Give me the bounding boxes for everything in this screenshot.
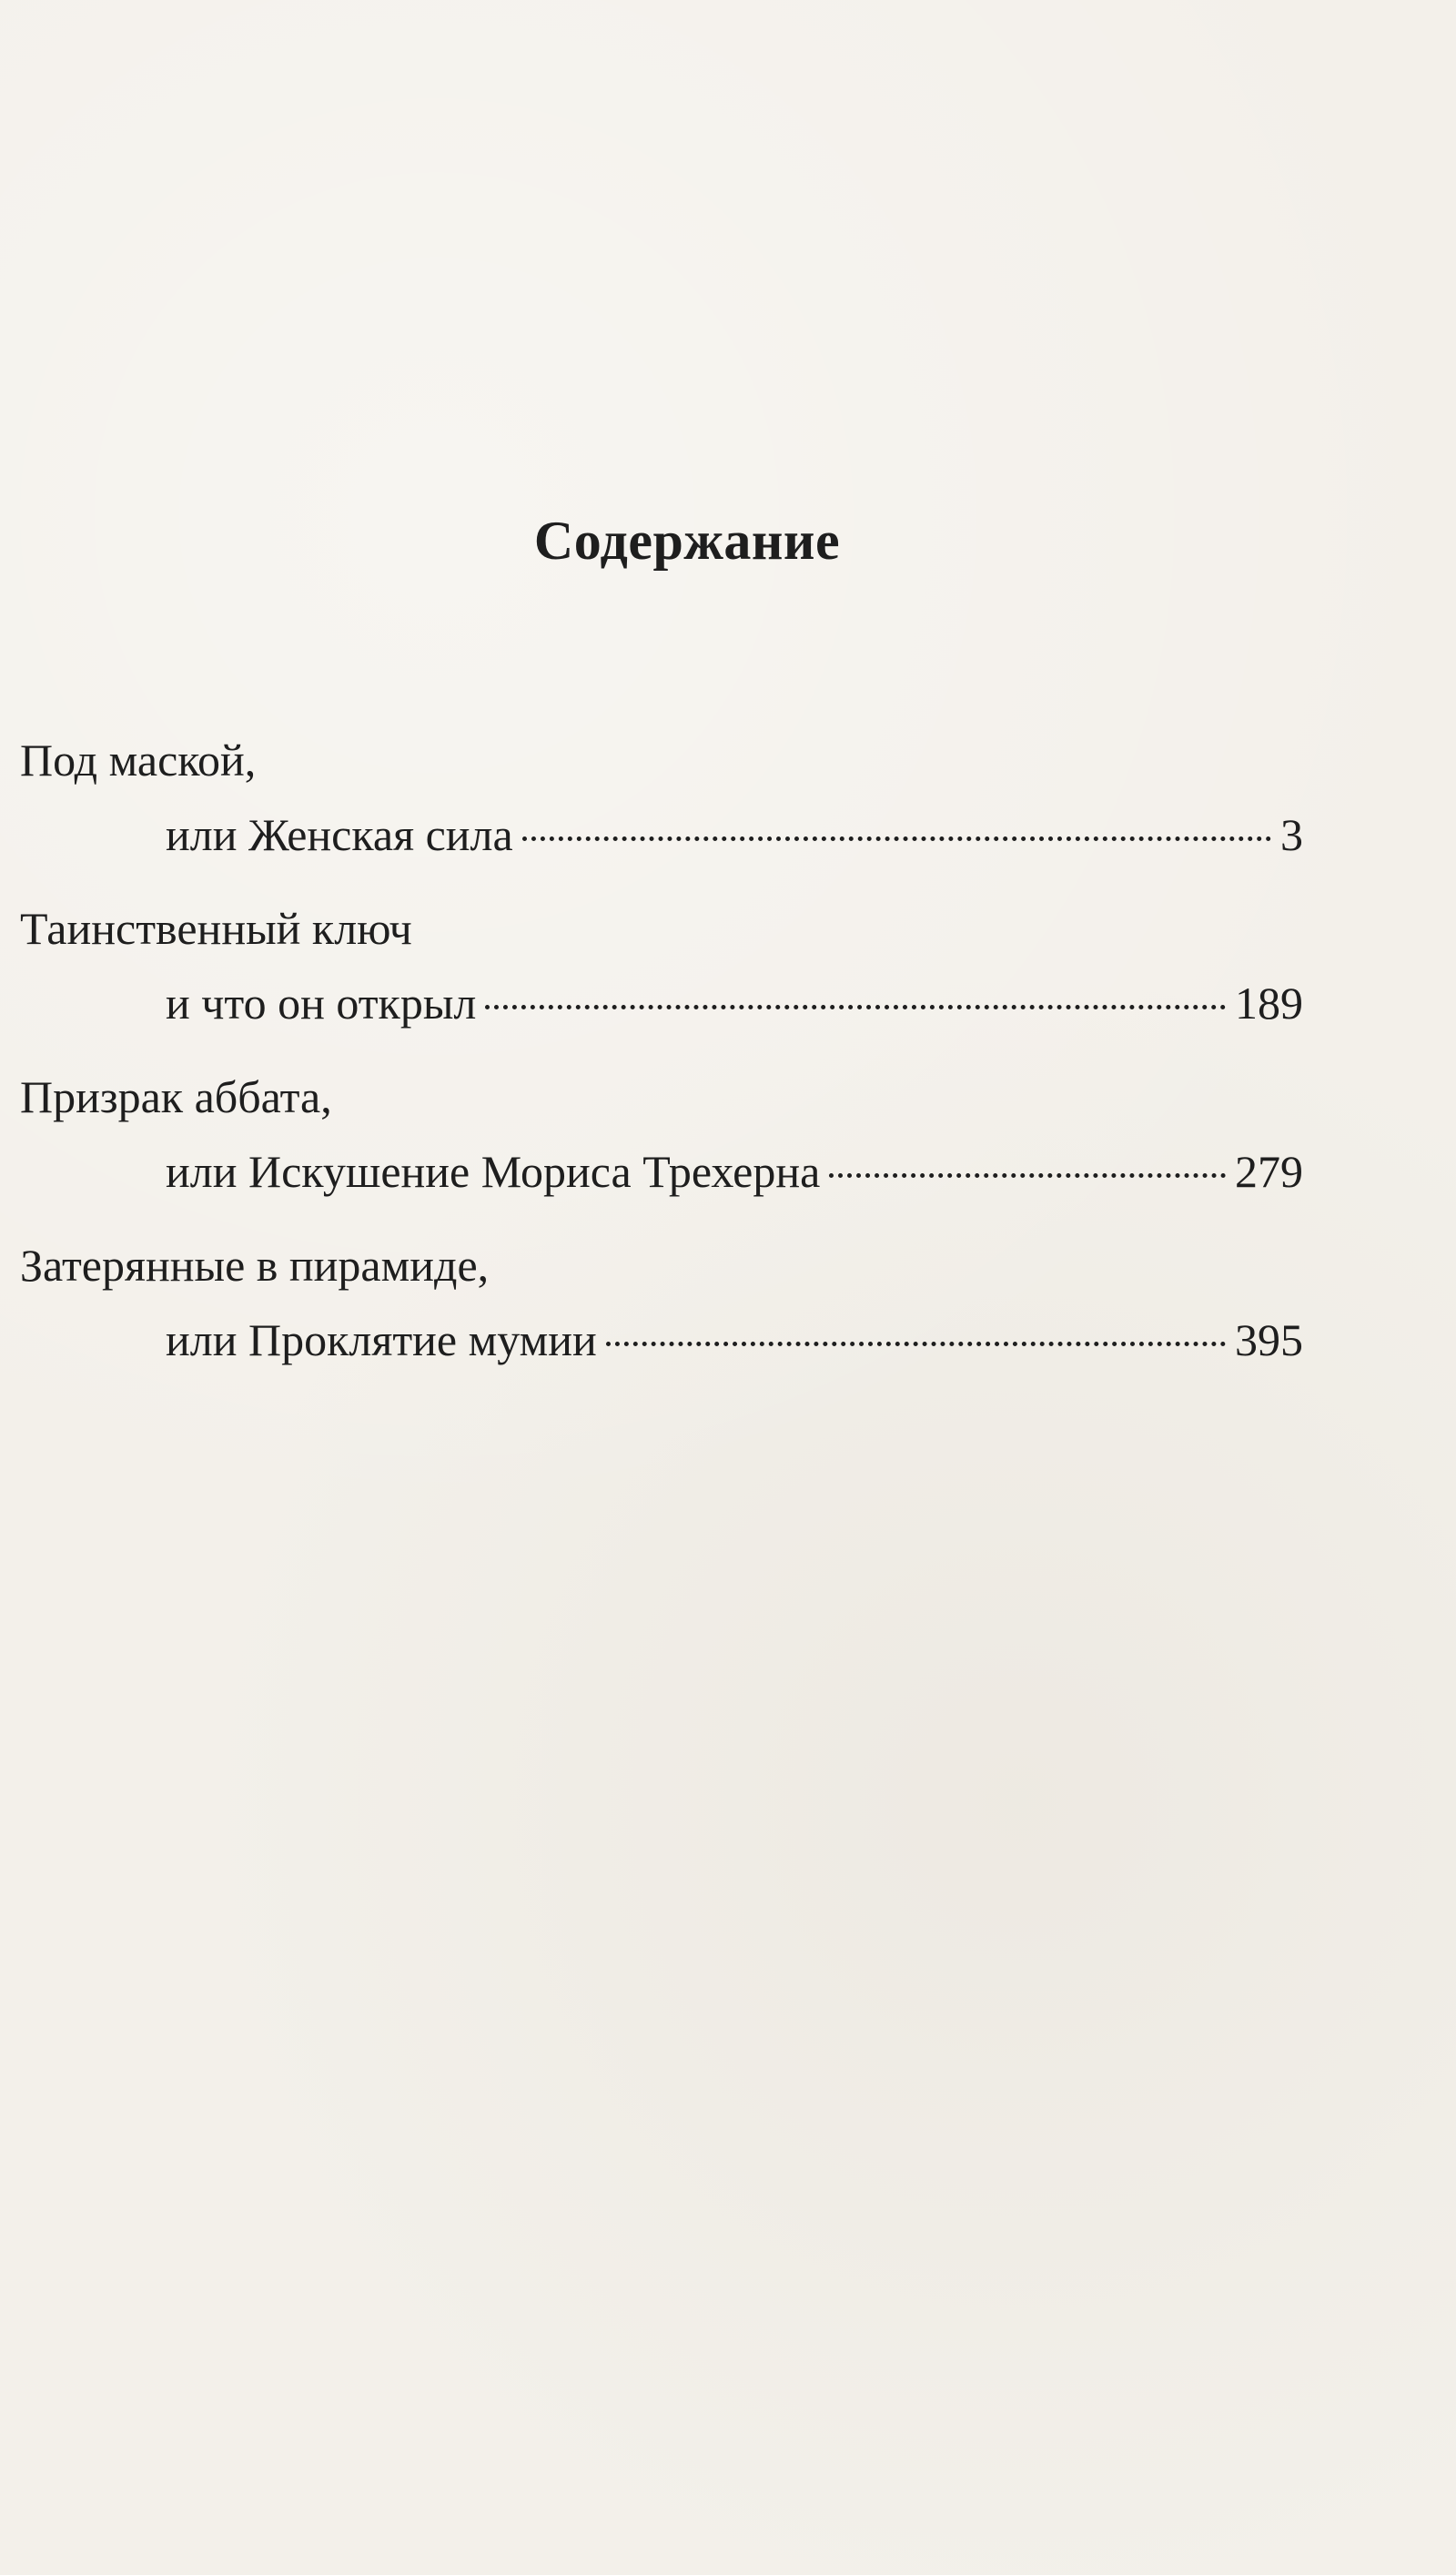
toc-page-number: 3	[1280, 809, 1303, 860]
toc-page-number: 189	[1235, 978, 1303, 1029]
dot-leader	[485, 1005, 1226, 1009]
toc-entry-subtitle-row	[166, 809, 1303, 860]
toc-entry-subtitle: или Женская сила	[166, 809, 513, 860]
toc-entry-subtitle: или Проклятие мумии	[166, 1314, 597, 1365]
dot-leader	[522, 836, 1271, 841]
dot-leader	[829, 1173, 1226, 1178]
toc-page-number: 395	[1235, 1314, 1303, 1365]
toc-entry-subtitle: и что он открыл	[166, 978, 477, 1029]
toc-entry-title: Таинственный ключ	[20, 903, 412, 954]
page-title: Содержание	[533, 511, 841, 571]
toc-entry-subtitle: или Искушение Мориса Трехерна	[166, 1146, 821, 1197]
toc-entry	[20, 737, 1303, 906]
table-of-contents	[20, 737, 1303, 1411]
toc-entry-title: Под маской,	[20, 735, 257, 786]
toc-entry-subtitle-row	[166, 1146, 1303, 1197]
toc-entry	[20, 1071, 1303, 1242]
toc-entry-subtitle-row	[166, 1314, 1303, 1365]
toc-entry-title: Призрак аббата,	[20, 1071, 332, 1122]
toc-entry-title: Затерянные в пирамиде,	[20, 1240, 490, 1291]
toc-entry	[20, 903, 1303, 1074]
dot-leader	[606, 1342, 1226, 1346]
toc-entry-subtitle-row	[166, 978, 1303, 1029]
toc-page-number: 279	[1235, 1146, 1303, 1197]
toc-entry	[20, 1242, 1303, 1411]
